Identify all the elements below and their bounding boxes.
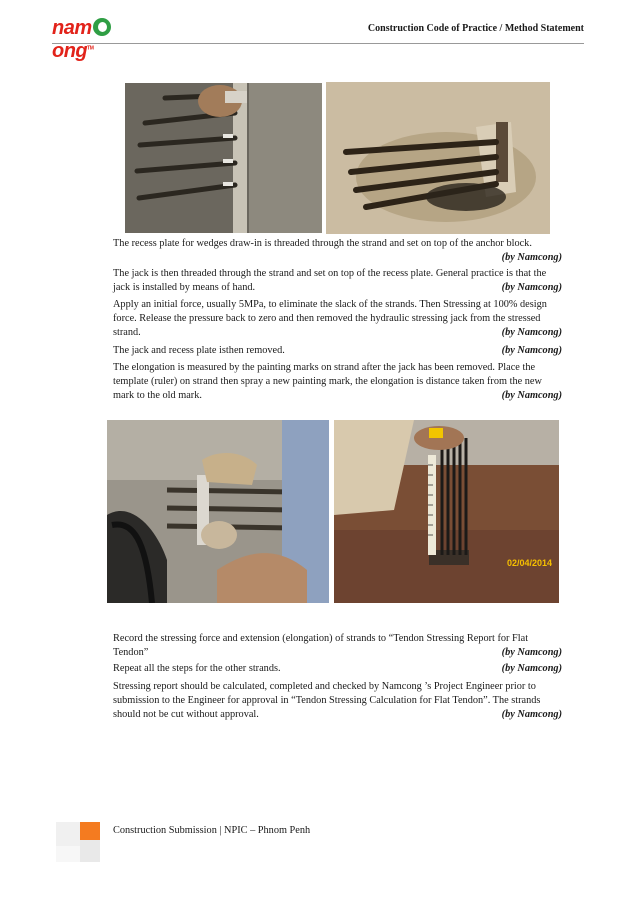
photo-hand-marking-strands — [107, 420, 329, 603]
paragraph-repeat-steps — [113, 662, 562, 676]
byline: (by Namcong) — [501, 345, 562, 356]
paragraph-line: submission to the Engineer for approval in “Tendon Stressing Calculation for Flat Tendon”. The strands — [113, 695, 541, 707]
paragraph-line: The elongation is measured by the painting marks on strand after the jack has been removed. Place the — [113, 362, 536, 373]
paragraph-line: template (ruler) on strand then spray a new painting mark, the elongation is distance taken from the new — [113, 376, 542, 388]
byline: (by Namcong) — [501, 709, 562, 721]
footer-decor-square — [56, 846, 80, 862]
paragraph-line: Record the stressing force and extension (elongation) of strands to “Tendon Stressing Report for Flat — [113, 633, 529, 644]
byline: (by Namcong) — [501, 327, 562, 339]
paragraph-line: force. Release the pressure back to zero and then removed the hydraulic stressing jack from the stressed — [113, 313, 541, 325]
paragraph-line: strand. — [113, 327, 141, 339]
paragraph-text: The jack and recess plate isthen removed. — [113, 345, 285, 356]
byline: (by Namcong) — [501, 647, 562, 659]
paragraph-line: Apply an initial force, usually 5MPa, to eliminate the slack of the strands. Then Stressing at 100% design — [113, 299, 547, 310]
byline: (by Namcong) — [501, 282, 562, 294]
paragraph-line: The jack is then threaded through the strand and set on top of the recess plate. General practice is that the — [113, 268, 547, 279]
footer-text: Construction Submission | NPIC – Phnom Penh — [113, 825, 311, 836]
byline: (by Namcong) — [501, 252, 562, 264]
paragraph-line: Tendon” — [113, 647, 149, 659]
logo-circle-icon — [93, 18, 111, 36]
photo-recess-plate-hand — [125, 83, 322, 233]
footer-accent-square — [80, 822, 100, 840]
logo-text: namong™ — [52, 17, 112, 62]
paragraph-line: mark to the old mark. — [113, 390, 202, 402]
byline: (by Namcong) — [501, 390, 562, 402]
byline: (by Namcong) — [501, 663, 562, 674]
namcong-logo — [52, 17, 144, 62]
paragraph-text: Repeat all the steps for the other strands. — [113, 663, 281, 674]
paragraph-line: jack is installed by means of hand. — [113, 282, 256, 294]
paragraph-record-stressing — [113, 632, 562, 660]
photo-ruler-elongation — [334, 420, 559, 603]
header-divider — [52, 43, 584, 44]
footer-decor-square — [56, 822, 80, 846]
document-title: Construction Code of Practice / Method Statement — [367, 23, 584, 34]
paragraph-recess-plate — [113, 237, 562, 265]
paragraph-jack-threaded — [113, 267, 562, 295]
logo-trademark: TM — [87, 45, 94, 52]
paragraph-text: The recess plate for wedges draw-in is threaded through the strand and set on top of the anchor block. — [113, 238, 532, 249]
paragraph-initial-force — [113, 298, 562, 341]
paragraph-elongation — [113, 361, 562, 404]
paragraph-stressing-report — [113, 680, 562, 723]
footer-decor-square — [80, 840, 100, 862]
photo-date-stamp: 02/04/2014 — [506, 558, 552, 568]
photo-strands-anchor-block — [326, 82, 550, 234]
paragraph-line: Stressing report should be calculated, completed and checked by Namcong ’s Project Engineer prior to — [113, 681, 536, 692]
paragraph-jack-removed — [113, 344, 562, 358]
paragraph-line: should not be cut without approval. — [113, 709, 259, 721]
